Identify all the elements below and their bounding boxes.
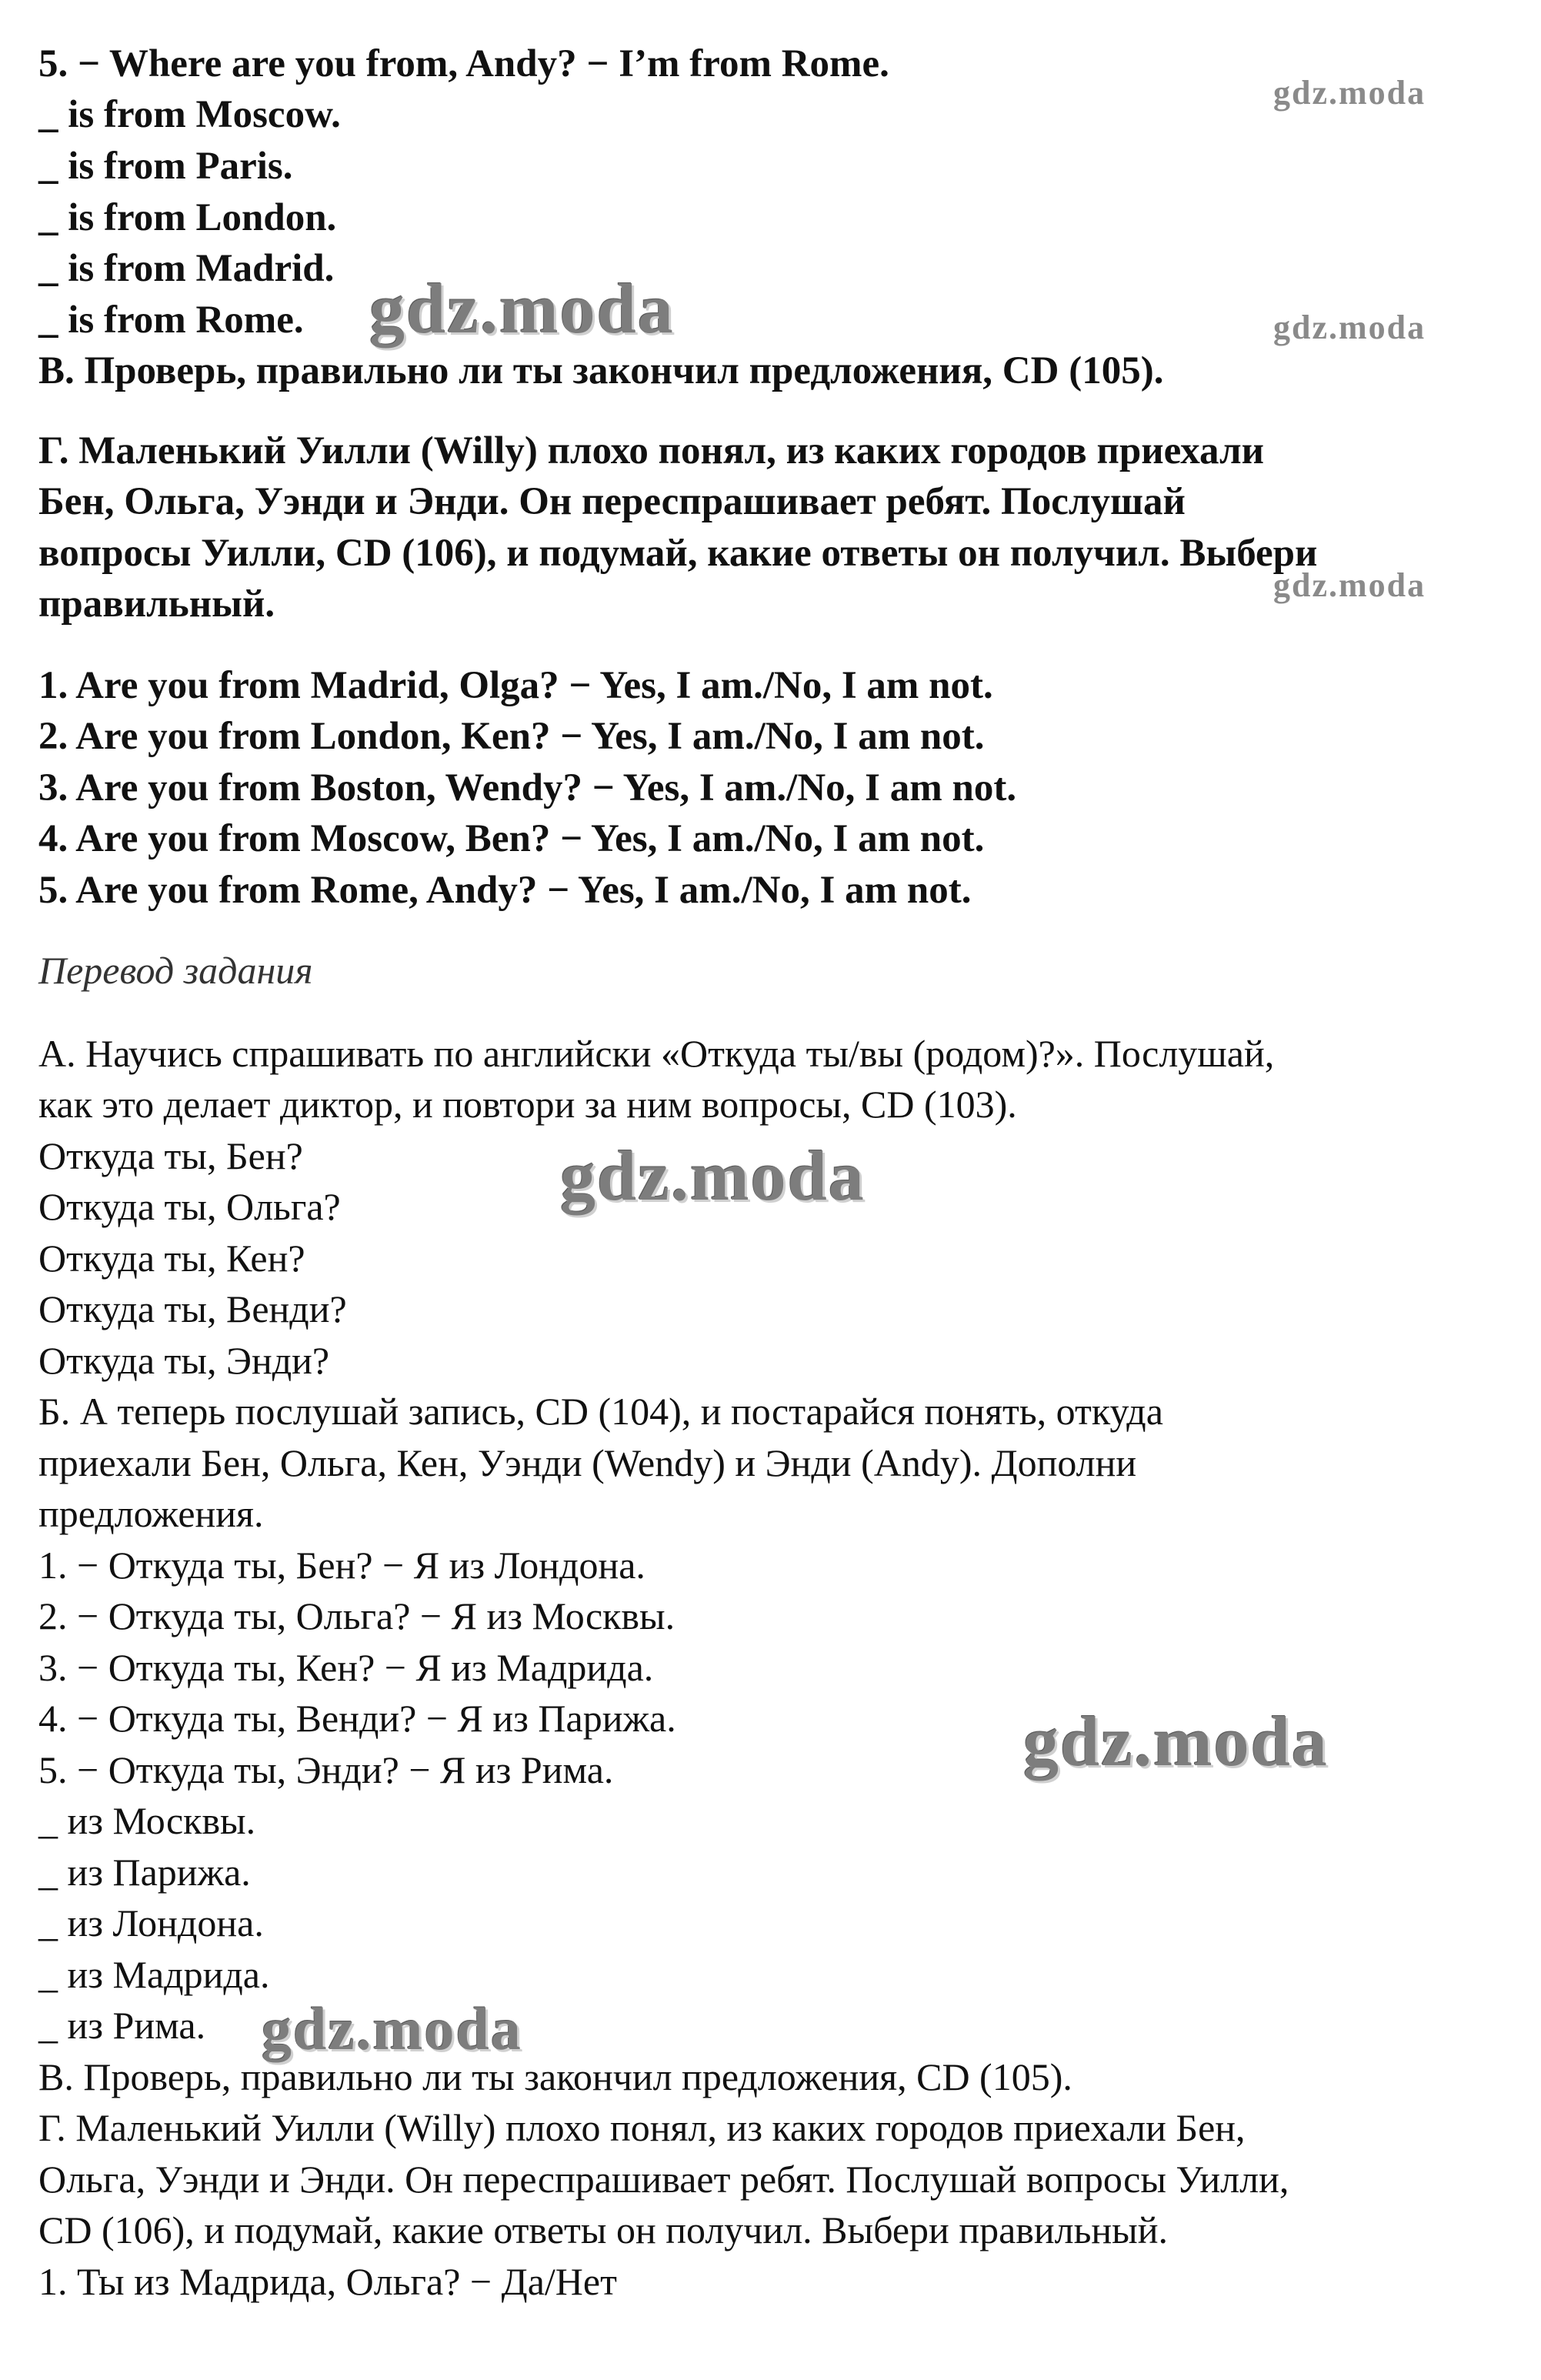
task-g-line: вопросы Уилли, CD (106), и подумай, какие ответы он получил. Выбери xyxy=(38,532,1318,575)
translation-line: предложения. xyxy=(38,1492,264,1535)
watermark: gdz.moda xyxy=(369,269,675,348)
text-line: 5. − Where are you from, Andy? − I’m from Rome. xyxy=(38,42,889,85)
translation-line: _ из Парижа. xyxy=(38,1851,251,1894)
translation-line: Откуда ты, Венди? xyxy=(38,1287,347,1330)
question-line: 2. Are you from London, Ken? − Yes, I am./No, I am not. xyxy=(38,715,985,758)
question-line: 5. Are you from Rome, Andy? − Yes, I am./No, I am not. xyxy=(38,869,972,912)
watermark: gdz.moda xyxy=(262,1995,522,2062)
watermark: gdz.moda xyxy=(560,1137,866,1215)
text-line: _ is from Paris. xyxy=(38,145,293,188)
translation-line: Г. Маленький Уилли (Willy) плохо понял, из каких городов приехали Бен, xyxy=(38,2106,1246,2149)
translation-line: Откуда ты, Энди? xyxy=(38,1339,330,1382)
translation-line: _ из Мадрида. xyxy=(38,1953,270,1996)
translation-line: как это делает диктор, и повтори за ним вопросы, CD (103). xyxy=(38,1083,1017,1126)
text-line: _ is from Moscow. xyxy=(38,93,341,136)
translation-line: Ольга, Уэнди и Энди. Он переспрашивает ребят. Послушай вопросы Уилли, xyxy=(38,2158,1289,2201)
translation-line: 1. − Откуда ты, Бен? − Я из Лондона. xyxy=(38,1544,645,1587)
task-g-line: правильный. xyxy=(38,582,275,626)
translation-line: 2. − Откуда ты, Ольга? − Я из Москвы. xyxy=(38,1594,675,1637)
translation-line: _ из Рима. xyxy=(38,2004,206,2047)
translation-line: _ из Лондона. xyxy=(38,1901,264,1944)
task-g-line: Бен, Ольга, Уэнди и Энди. Он переспрашивает ребят. Послушай xyxy=(38,480,1186,523)
watermark: gdz.moda xyxy=(1273,566,1426,604)
translation-line: CD (106), и подумай, какие ответы он получил. Выбери правильный. xyxy=(38,2208,1168,2251)
translation-line: _ из Москвы. xyxy=(38,1799,256,1842)
question-line: 4. Are you from Moscow, Ben? − Yes, I am./No, I am not. xyxy=(38,817,985,860)
translation-heading: Перевод задания xyxy=(38,949,313,992)
translation-line: приехали Бен, Ольга, Кен, Уэнди (Wendy) и Энди (Andy). Дополни xyxy=(38,1441,1137,1484)
translation-line: Откуда ты, Кен? xyxy=(38,1237,305,1280)
text-line: _ is from Madrid. xyxy=(38,247,335,290)
translation-line: 4. − Откуда ты, Венди? − Я из Парижа. xyxy=(38,1697,676,1740)
translation-line: 1. Ты из Мадрида, Ольга? − Да/Нет xyxy=(38,2260,617,2303)
translation-line: В. Проверь, правильно ли ты закончил предложения, CD (105). xyxy=(38,2055,1072,2098)
translation-line: Б. А теперь послушай запись, CD (104), и постарайся понять, откуда xyxy=(38,1390,1163,1433)
translation-line: 5. − Откуда ты, Энди? − Я из Рима. xyxy=(38,1748,614,1791)
text-line: _ is from London. xyxy=(38,196,337,239)
translation-line: Откуда ты, Ольга? xyxy=(38,1185,341,1228)
watermark: gdz.moda xyxy=(1273,309,1426,346)
question-line: 1. Are you from Madrid, Olga? − Yes, I am./No, I am not. xyxy=(38,664,993,707)
text-line: В. Проверь, правильно ли ты закончил предложения, CD (105). xyxy=(38,349,1164,392)
translation-line: А. Научись спрашивать по английски «Откуда ты/вы (родом)?». Послушай, xyxy=(38,1032,1275,1075)
translation-line: Откуда ты, Бен? xyxy=(38,1134,303,1177)
watermark: gdz.moda xyxy=(1273,74,1426,112)
text-line: _ is from Rome. xyxy=(38,299,304,342)
watermark: gdz.moda xyxy=(1023,1702,1329,1781)
task-g-line: Г. Маленький Уилли (Willy) плохо понял, из каких городов приехали xyxy=(38,429,1264,472)
question-line: 3. Are you from Boston, Wendy? − Yes, I am./No, I am not. xyxy=(38,766,1017,809)
translation-line: 3. − Откуда ты, Кен? − Я из Мадрида. xyxy=(38,1646,654,1689)
